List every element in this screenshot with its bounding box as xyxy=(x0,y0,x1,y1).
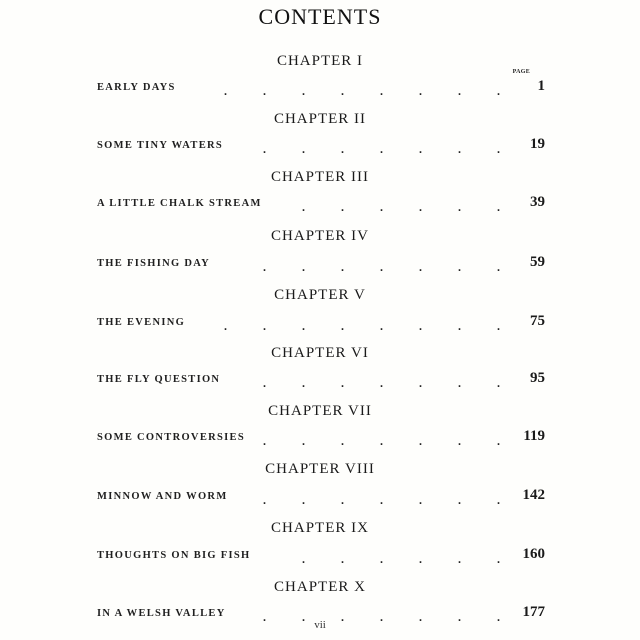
leader-dot: . xyxy=(263,434,266,448)
leader-dot: . xyxy=(458,84,461,98)
leader-dot: . xyxy=(497,493,500,507)
chapter-heading: CHAPTER IV xyxy=(271,228,369,244)
leader-dot: . xyxy=(302,260,305,274)
leader-dot: . xyxy=(263,260,266,274)
leader-dot: . xyxy=(458,610,461,624)
toc-entry-title: THE FISHING DAY xyxy=(97,258,211,269)
leader-dot: . xyxy=(341,610,344,624)
toc-entry[interactable] xyxy=(97,428,545,448)
leader-dot: . xyxy=(341,260,344,274)
leader-dot: . xyxy=(497,260,500,274)
leader-dot: . xyxy=(380,376,383,390)
chapter-heading: CHAPTER I xyxy=(276,53,364,69)
chapter-heading: CHAPTER II xyxy=(273,111,367,127)
leader-dot: . xyxy=(302,493,305,507)
leader-dot: . xyxy=(419,84,422,98)
toc-entry[interactable] xyxy=(97,487,545,507)
chapter-heading: CHAPTER V xyxy=(274,287,366,303)
toc-entry[interactable] xyxy=(97,194,545,214)
leader-dot: . xyxy=(458,142,461,156)
toc-entry[interactable] xyxy=(97,546,545,566)
toc-entry-title: IN A WELSH VALLEY xyxy=(97,608,226,619)
leader-dot: . xyxy=(380,493,383,507)
leader-dot: . xyxy=(302,142,305,156)
chapter-heading: CHAPTER IX xyxy=(271,520,369,536)
chapter-heading: CHAPTER VII xyxy=(268,403,372,419)
leader-dot: . xyxy=(380,260,383,274)
leader-dot: . xyxy=(497,376,500,390)
leader-dot: . xyxy=(302,376,305,390)
toc-entry-title: THOUGHTS ON BIG FISH xyxy=(97,550,251,561)
leader-dot: . xyxy=(419,434,422,448)
toc-entry-title: MINNOW AND WORM xyxy=(97,491,228,502)
toc-entry[interactable] xyxy=(97,254,545,274)
leader-dot: . xyxy=(419,200,422,214)
page-column-label: PAGE xyxy=(512,69,530,75)
leader-dot: . xyxy=(458,319,461,333)
leader-dot: . xyxy=(341,434,344,448)
toc-entry-page-number: 142 xyxy=(522,487,545,503)
toc-entry-page-number: 59 xyxy=(530,254,545,270)
leader-dot: . xyxy=(263,142,266,156)
leader-dot: . xyxy=(263,376,266,390)
leader-dot: . xyxy=(419,260,422,274)
toc-entry-title: THE FLY QUESTION xyxy=(97,374,221,385)
leader-dot: . xyxy=(497,142,500,156)
leader-dot: . xyxy=(458,552,461,566)
leader-dot: . xyxy=(341,493,344,507)
page-folio-number: vii xyxy=(314,619,326,631)
leader-dot: . xyxy=(497,434,500,448)
leader-dot: . xyxy=(380,434,383,448)
chapter-heading: CHAPTER III xyxy=(270,169,370,185)
chapter-heading: CHAPTER X xyxy=(274,579,366,595)
leader-dot: . xyxy=(341,84,344,98)
leader-dot: . xyxy=(224,319,227,333)
leader-dot: . xyxy=(458,493,461,507)
leader-dot: . xyxy=(302,200,305,214)
leader-dot: . xyxy=(458,200,461,214)
leader-dots: . xyxy=(224,84,227,98)
leader-dot: . xyxy=(497,552,500,566)
leader-dot: . xyxy=(497,610,500,624)
leader-dot: . xyxy=(419,142,422,156)
toc-entry-title: EARLY DAYS xyxy=(97,82,176,93)
toc-entry[interactable] xyxy=(97,313,545,333)
leader-dot: . xyxy=(497,84,500,98)
toc-entry-title: SOME CONTROVERSIES xyxy=(97,432,245,443)
leader-dot: . xyxy=(380,200,383,214)
leader-dot: . xyxy=(302,552,305,566)
toc-entry[interactable] xyxy=(97,370,545,390)
leader-dot: . xyxy=(380,610,383,624)
toc-entry-page-number: 160 xyxy=(522,546,545,562)
leader-dot: . xyxy=(380,319,383,333)
toc-entry-page-number: 177 xyxy=(522,604,545,620)
toc-entry[interactable] xyxy=(97,136,545,156)
chapter-heading: CHAPTER VIII xyxy=(265,461,375,477)
leader-dot: . xyxy=(419,610,422,624)
leader-dot: . xyxy=(458,260,461,274)
leader-dot: . xyxy=(263,84,266,98)
leader-dot: . xyxy=(263,319,266,333)
leader-dot: . xyxy=(419,319,422,333)
toc-entry-title: SOME TINY WATERS xyxy=(97,140,224,151)
leader-dot: . xyxy=(497,200,500,214)
leader-dot: . xyxy=(263,493,266,507)
leader-dot: . xyxy=(341,552,344,566)
toc-entry-page-number: 39 xyxy=(530,194,545,210)
leader-dot: . xyxy=(341,200,344,214)
leader-dot: . xyxy=(302,434,305,448)
toc-entry-title: A LITTLE CHALK STREAM xyxy=(97,198,262,209)
chapter-heading: CHAPTER VI xyxy=(271,345,369,361)
leader-dot: . xyxy=(419,376,422,390)
toc-entry-page-number: 95 xyxy=(530,370,545,386)
toc-entry[interactable] xyxy=(97,78,545,98)
page-title: CONTENTS xyxy=(258,4,382,29)
toc-entry-page-number: 19 xyxy=(530,136,545,152)
leader-dot: . xyxy=(380,552,383,566)
leader-dot: . xyxy=(263,610,266,624)
leader-dot: . xyxy=(419,493,422,507)
toc-entry-page-number: 119 xyxy=(523,428,545,444)
leader-dot: . xyxy=(497,319,500,333)
leader-dot: . xyxy=(341,319,344,333)
leader-dot: . xyxy=(302,84,305,98)
leader-dot: . xyxy=(380,84,383,98)
leader-dot: . xyxy=(341,142,344,156)
leader-dot: . xyxy=(458,376,461,390)
leader-dot: . xyxy=(341,376,344,390)
toc-entry-page-number: 75 xyxy=(530,313,545,329)
leader-dot: . xyxy=(419,552,422,566)
leader-dot: . xyxy=(380,142,383,156)
toc-entry-title: THE EVENING xyxy=(97,317,186,328)
leader-dot: . xyxy=(458,434,461,448)
leader-dot: . xyxy=(302,610,305,624)
leader-dot: . xyxy=(302,319,305,333)
toc-entry-page-number: 1 xyxy=(537,78,545,94)
